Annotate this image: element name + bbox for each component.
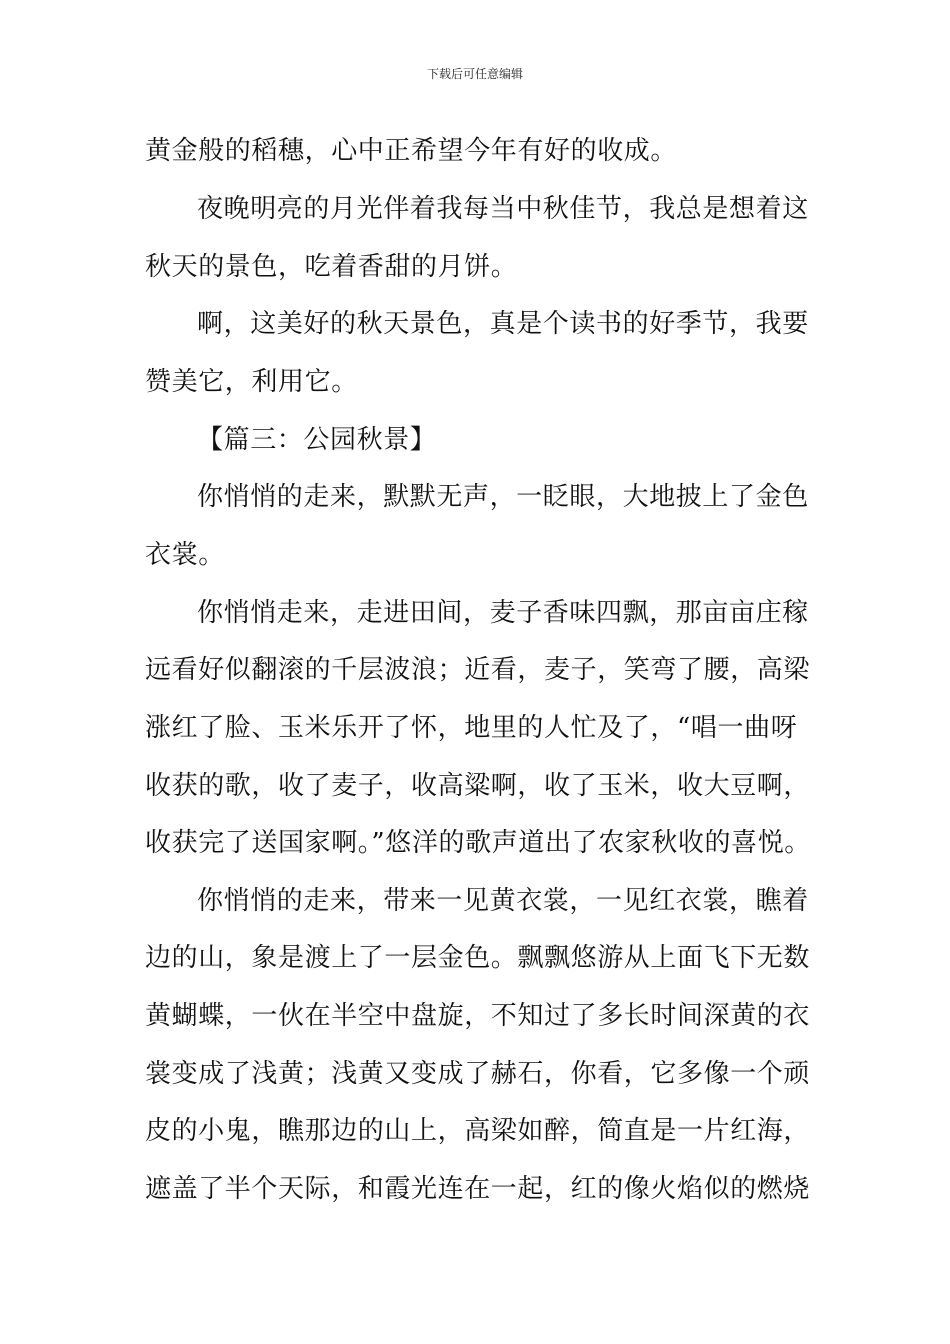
text-line: 远看好似翻滚的千层波浪；近看，麦子，笑弯了腰，高梁 (145, 655, 811, 685)
text-line: 黄金般的稻穗，心中正希望今年有好的收成。 (145, 136, 678, 166)
text-line: 你悄悄走来，走进田间，麦子香味四飘，那亩亩庄稼 (197, 598, 809, 628)
text-line: 遮盖了半个天际，和霞光连在一起，红的像火焰似的燃烧 (145, 1174, 811, 1204)
section-heading: 【篇三：公园秋景】 (197, 425, 437, 455)
text-line: 秋天的景色，吃着香甜的月饼。 (145, 252, 518, 282)
page-header: 下载后可任意编辑 (426, 67, 523, 81)
text-line: 收获完了送国家啊。”悠洋的歌声道出了农家秋收的喜悦。 (145, 828, 811, 858)
text-line: 衣裳。 (145, 540, 225, 570)
text-line: 涨红了脸、玉米乐开了怀，地里的人忙及了，“唱一曲呀 (145, 713, 798, 743)
text-line: 黄蝴蝶，一伙在半空中盘旋，不知过了多长时间深黄的衣 (145, 1001, 811, 1031)
text-line: 赞美它，利用它。 (145, 367, 358, 397)
text-line: 边的山，象是渡上了一层金色。飘飘悠游从上面飞下无数 (145, 943, 811, 973)
text-line: 收获的歌，收了麦子，收高粱啊，收了玉米，收大豆啊， (145, 771, 811, 801)
text-line: 你悄悄的走来，带来一见黄衣裳，一见红衣裳，瞧着 (197, 886, 809, 916)
text-line: 夜晚明亮的月光伴着我每当中秋佳节，我总是想着这 (197, 194, 809, 224)
text-line: 你悄悄的走来，默默无声，一眨眼，大地披上了金色 (197, 482, 809, 512)
text-line: 裳变成了浅黄；浅黄又变成了赫石，你看，它多像一个顽 (145, 1059, 811, 1089)
text-line: 皮的小鬼，瞧那边的山上，高梁如醉，简直是一片红海， (145, 1116, 811, 1146)
text-line: 啊，这美好的秋天景色，真是个读书的好季节，我要 (197, 309, 809, 339)
